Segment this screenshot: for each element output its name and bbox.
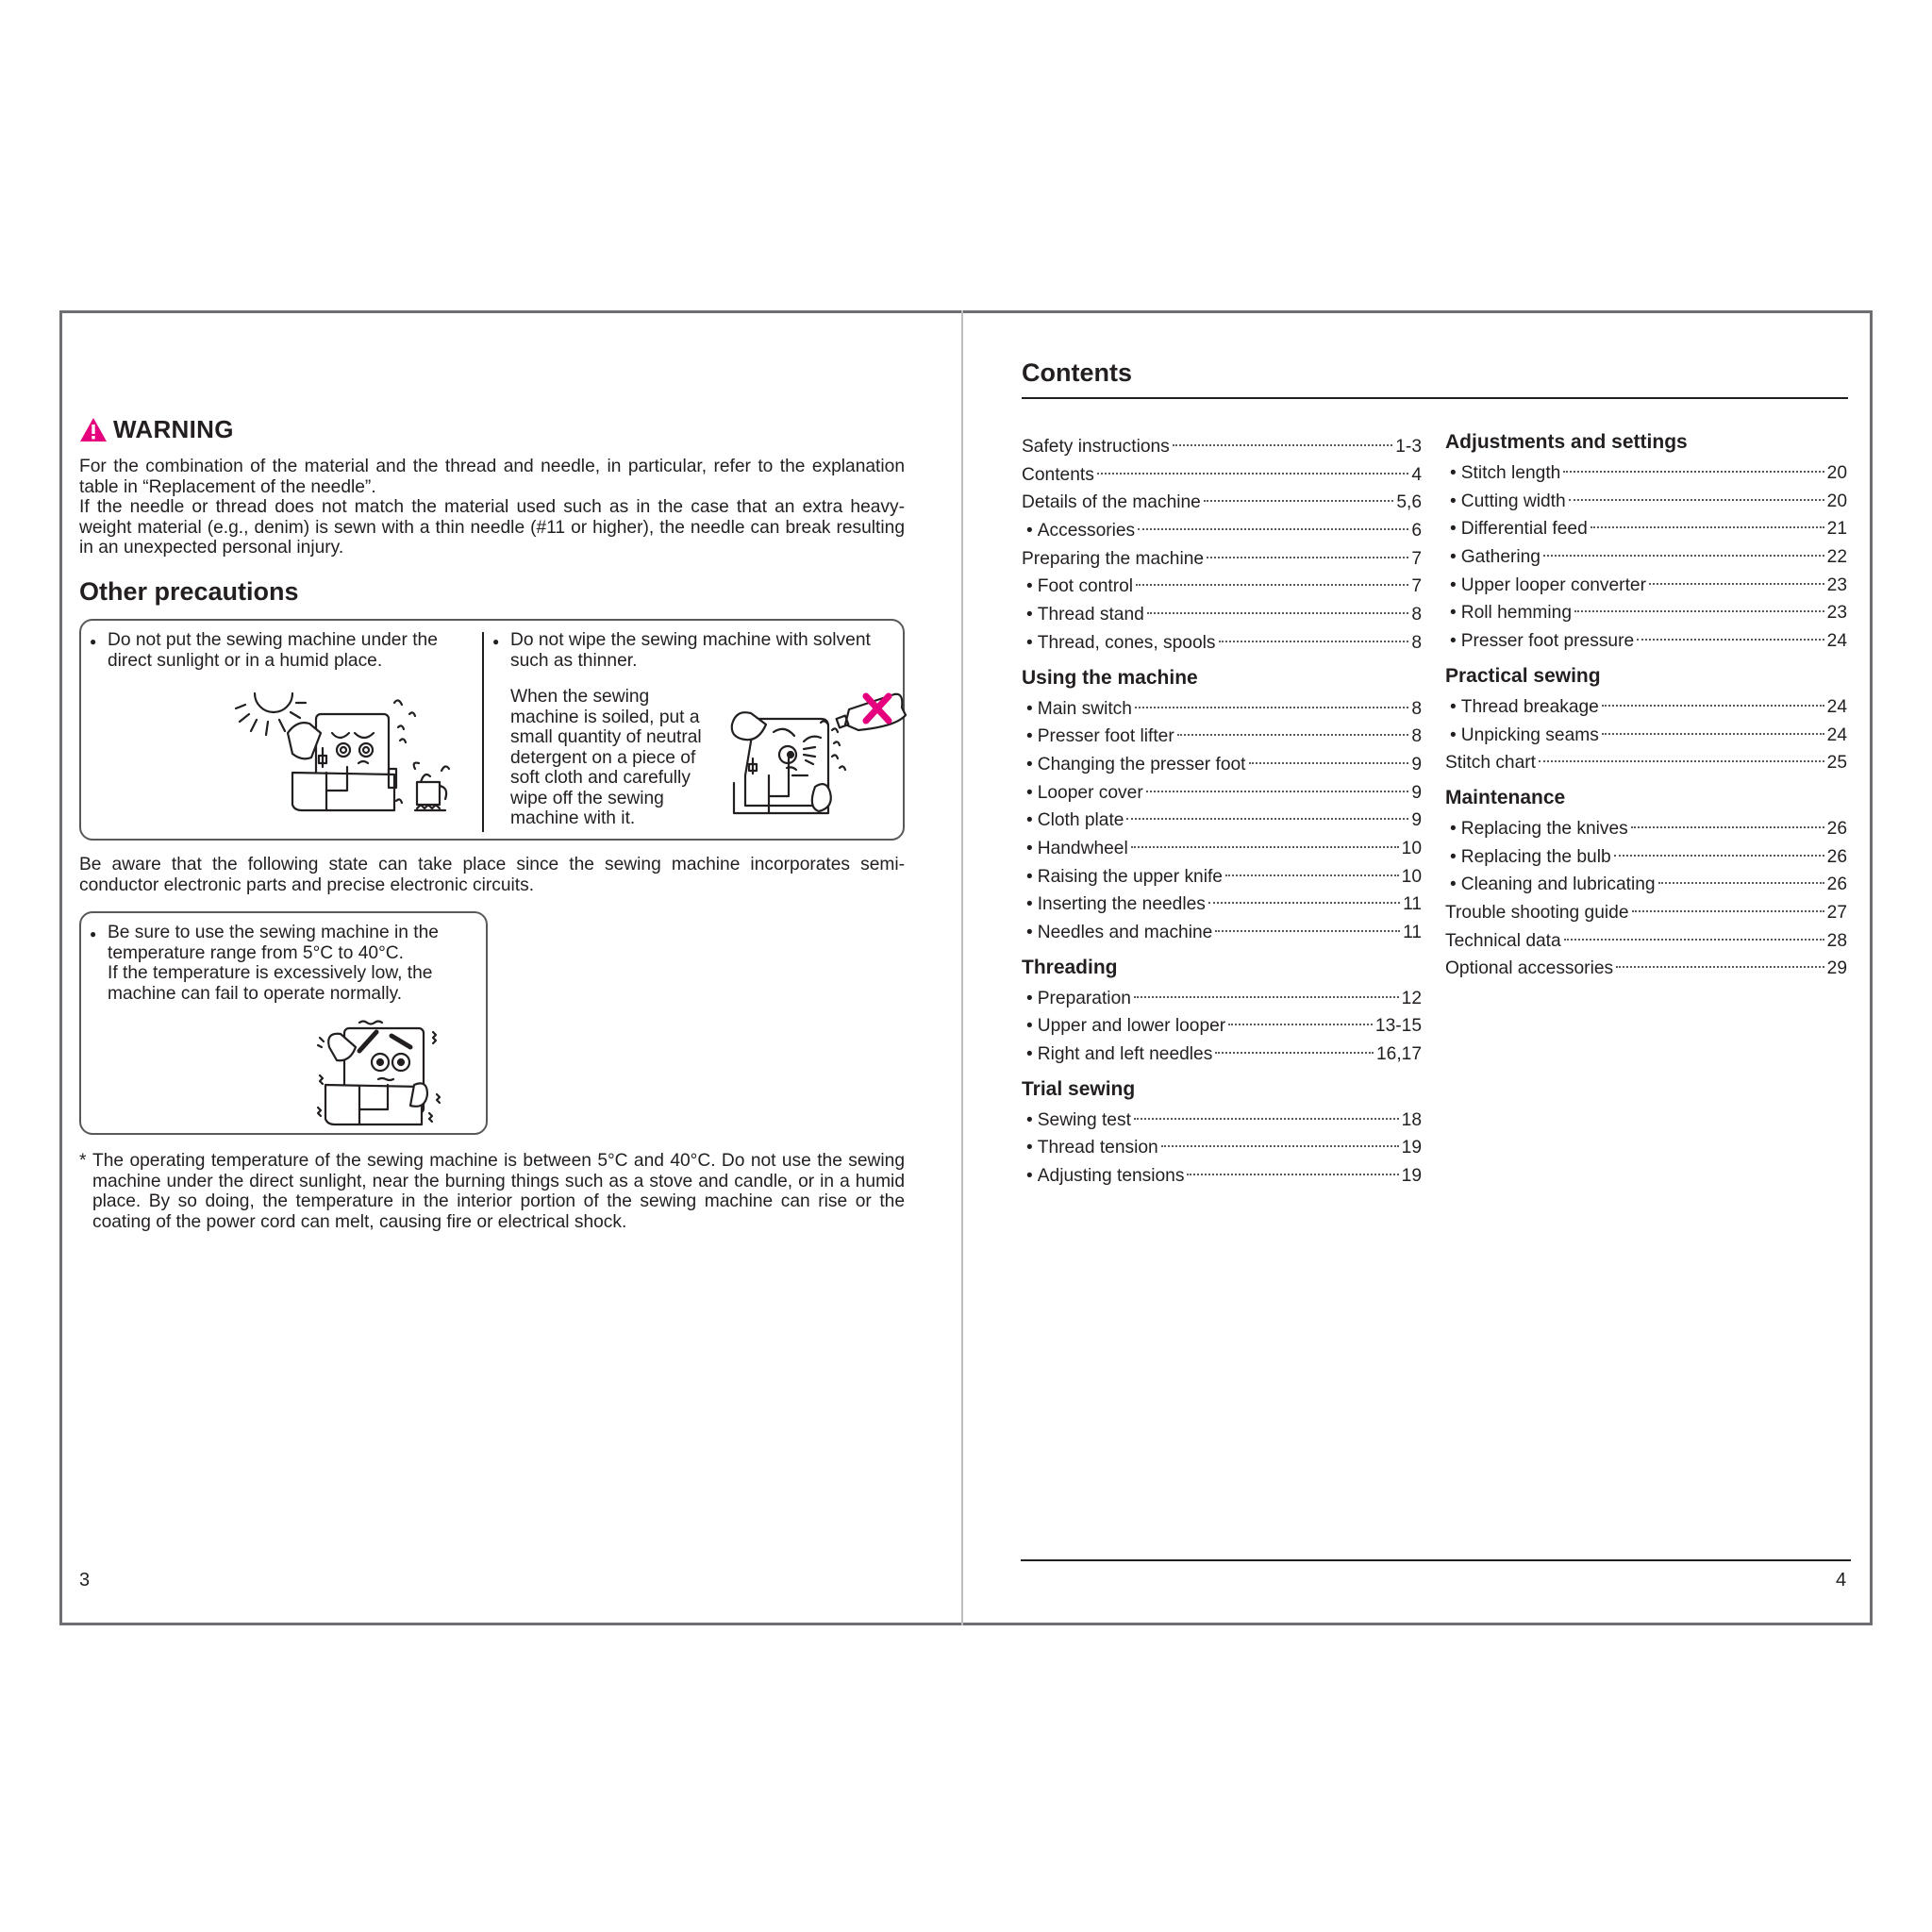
footer-rule: [1021, 1559, 1851, 1561]
sunlight-machine-illustration: [236, 684, 472, 821]
toc-bullet: •: [1450, 818, 1457, 839]
toc-bullet: •: [1026, 838, 1033, 858]
toc-bullet: •: [1026, 698, 1033, 719]
toc-page-number: 19: [1401, 1138, 1422, 1158]
toc-entry[interactable]: [1022, 1134, 1422, 1162]
box-divider: [482, 632, 484, 832]
toc-dot-leader: [1135, 707, 1408, 708]
toc-dot-leader: [1564, 939, 1824, 941]
bullet-solvent-text: Do not wipe the sewing machine with solvent such as thinner.: [510, 630, 871, 671]
bullet-dot: ●: [492, 635, 500, 648]
toc-entry-label: Cleaning and lubricating: [1460, 874, 1656, 895]
toc-entry-label: Presser foot lifter: [1037, 726, 1174, 747]
toc-page-number: 4: [1411, 464, 1422, 485]
toc-dot-leader: [1208, 902, 1400, 904]
toc-entry[interactable]: [1445, 815, 1847, 843]
toc-bullet: •: [1450, 463, 1457, 483]
toc-entry-label: Adjusting tensions: [1037, 1166, 1185, 1187]
toc-dot-leader: [1591, 526, 1824, 528]
toc-entry[interactable]: [1022, 1162, 1422, 1191]
toc-entry[interactable]: [1022, 433, 1422, 461]
toc-page-number: 26: [1826, 818, 1847, 839]
toc-bullet: •: [1026, 923, 1033, 942]
toc-bullet: •: [1026, 754, 1033, 774]
toc-entry-label: Safety instructions: [1022, 437, 1170, 457]
toc-page-number: 8: [1411, 698, 1422, 719]
toc-entry[interactable]: [1022, 573, 1422, 601]
toc-section-heading: Practical sewing: [1445, 664, 1601, 687]
toc-entry-label: Contents: [1022, 464, 1094, 485]
toc-entry[interactable]: [1022, 489, 1422, 517]
toc-page-number: 7: [1411, 548, 1422, 569]
toc-bullet: •: [1026, 1138, 1033, 1158]
toc-dot-leader: [1126, 818, 1408, 820]
toc-entry[interactable]: [1445, 599, 1847, 627]
toc-entry[interactable]: [1445, 749, 1847, 777]
toc-entry-label: Unpicking seams: [1460, 724, 1599, 745]
other-precautions-heading: Other precautions: [79, 577, 299, 606]
toc-bullet: •: [1026, 726, 1033, 747]
toc-dot-leader: [1146, 791, 1409, 792]
toc-page-number: 22: [1826, 547, 1847, 568]
toc-dot-leader: [1173, 444, 1392, 446]
toc-page-number: 13-15: [1374, 1016, 1422, 1037]
toc-dot-leader: [1097, 473, 1409, 475]
bullet-temperature-text: Be sure to use the sewing machine in the temperature range from 5°C to 40°C.: [108, 923, 439, 963]
page-gutter: [961, 310, 963, 1625]
toc-entry-label: Differential feed: [1460, 519, 1588, 540]
toc-entry[interactable]: [1022, 695, 1422, 724]
warning-text-line1: For the combination of the material and the thread and needle, in particular, refer to the explanation table in “Replacement of the needle”.: [79, 457, 905, 497]
toc-entry-label: Main switch: [1037, 698, 1132, 719]
bullet-dot: ●: [90, 635, 97, 648]
toc-entry-label: Presser foot pressure: [1460, 631, 1635, 652]
bullet-temperature: [90, 923, 475, 1004]
toc-dot-leader: [1539, 760, 1824, 762]
toc-entry-label: Needles and machine: [1037, 923, 1213, 942]
toc-entry-label: Optional accessories: [1445, 958, 1614, 979]
warning-triangle-icon: [79, 417, 108, 442]
toc-dot-leader: [1147, 612, 1409, 614]
toc-entry-label: Looper cover: [1037, 782, 1143, 803]
toc-page-number: 23: [1826, 603, 1847, 624]
toc-entry-label: Preparing the machine: [1022, 548, 1205, 569]
toc-page-number: 11: [1403, 923, 1422, 942]
toc-entry[interactable]: [1445, 871, 1847, 899]
warning-text-line2: If the needle or thread does not match the material used such as in the case that an extra heavy-weight material (e.g., denim) is sewn with a thin needle (#11 or higher), the needle can break resulting in an unexpected personal injury.: [79, 497, 905, 558]
toc-entry-label: Roll hemming: [1460, 603, 1573, 624]
toc-page-number: 20: [1826, 463, 1847, 483]
toc-dot-leader: [1632, 910, 1824, 912]
toc-bullet: •: [1026, 1016, 1033, 1037]
toc-dot-leader: [1563, 471, 1824, 473]
toc-entry[interactable]: [1022, 545, 1422, 574]
page-number-right: 4: [1836, 1570, 1847, 1591]
toc-entry[interactable]: [1022, 863, 1422, 891]
contents-title-rule: [1022, 397, 1848, 399]
toc-column-right: [1445, 433, 1847, 983]
toc-bullet: •: [1450, 724, 1457, 745]
toc-entry-label: Upper and lower looper: [1037, 1016, 1226, 1037]
toc-entry[interactable]: [1022, 807, 1422, 835]
operating-temperature-note: [79, 1151, 905, 1232]
toc-dot-leader: [1134, 996, 1399, 998]
toc-bullet: •: [1026, 1109, 1033, 1130]
toc-entry-label: Cutting width: [1460, 491, 1566, 511]
toc-entry[interactable]: [1022, 779, 1422, 808]
toc-bullet: •: [1026, 521, 1033, 541]
toc-dot-leader: [1602, 733, 1824, 735]
toc-page-number: 23: [1826, 575, 1847, 595]
toc-entry[interactable]: [1445, 722, 1847, 750]
toc-page-number: 29: [1826, 958, 1847, 979]
toc-page-number: 25: [1826, 753, 1847, 774]
toc-entry-label: Foot control: [1037, 576, 1134, 597]
toc-dot-leader: [1177, 734, 1409, 736]
toc-entry[interactable]: [1022, 985, 1422, 1013]
toc-dot-leader: [1637, 639, 1824, 641]
toc-entry-label: Thread stand: [1037, 605, 1144, 625]
toc-entry[interactable]: [1445, 843, 1847, 872]
toc-page-number: 27: [1826, 902, 1847, 923]
toc-entry-label: Raising the upper knife: [1037, 866, 1223, 887]
toc-page-number: 26: [1826, 846, 1847, 867]
toc-dot-leader: [1219, 641, 1409, 642]
page-number-left: 3: [79, 1570, 91, 1591]
toc-entry-label: Inserting the needles: [1037, 894, 1206, 915]
toc-bullet: •: [1026, 605, 1033, 625]
toc-entry-label: Thread breakage: [1460, 696, 1599, 717]
toc-page-number: 24: [1826, 724, 1847, 745]
toc-page-number: 7: [1411, 576, 1422, 597]
toc-page-number: 12: [1401, 988, 1422, 1008]
toc-entry-label: Technical data: [1445, 930, 1561, 951]
toc-entry-label: Gathering: [1460, 547, 1541, 568]
toc-dot-leader: [1225, 874, 1399, 876]
toc-bullet: •: [1026, 632, 1033, 653]
toc-bullet: •: [1026, 894, 1033, 915]
toc-entry[interactable]: [1022, 835, 1422, 863]
toc-page-number: 19: [1401, 1166, 1422, 1187]
toc-dot-leader: [1631, 826, 1824, 828]
toc-entry-label: Stitch length: [1460, 463, 1561, 483]
toc-page-number: 24: [1826, 631, 1847, 652]
toc-entry-label: Thread, cones, spools: [1037, 632, 1216, 653]
toc-entry[interactable]: [1022, 517, 1422, 545]
toc-bullet: •: [1026, 782, 1033, 803]
toc-dot-leader: [1138, 528, 1408, 530]
bullet-sunlight-text: Do not put the sewing machine under the direct sunlight or in a humid place.: [108, 630, 438, 671]
toc-entry[interactable]: [1022, 891, 1422, 919]
toc-entry-label: Thread tension: [1037, 1138, 1158, 1158]
toc-dot-leader: [1134, 1118, 1399, 1120]
toc-page-number: 8: [1411, 726, 1422, 747]
toc-bullet: •: [1026, 1166, 1033, 1187]
toc-entry[interactable]: [1445, 693, 1847, 722]
toc-entry[interactable]: [1022, 1041, 1422, 1069]
toc-entry[interactable]: [1445, 572, 1847, 600]
warning-heading: [79, 415, 234, 444]
toc-entry[interactable]: [1022, 1012, 1422, 1041]
toc-dot-leader: [1543, 555, 1824, 557]
toc-entry-label: Sewing test: [1037, 1109, 1131, 1130]
toc-section-heading: Threading: [1022, 956, 1118, 978]
warning-text: [79, 457, 905, 558]
toc-bullet: •: [1450, 696, 1457, 717]
toc-bullet: •: [1450, 874, 1457, 895]
toc-bullet: •: [1026, 810, 1033, 831]
toc-entry[interactable]: [1022, 601, 1422, 629]
toc-page-number: 20: [1826, 491, 1847, 511]
toc-page-number: 8: [1411, 632, 1422, 653]
toc-dot-leader: [1187, 1174, 1398, 1175]
bullet-dot: ●: [90, 927, 97, 941]
toc-page-number: 5,6: [1396, 492, 1422, 513]
toc-bullet: •: [1026, 866, 1033, 887]
toc-dot-leader: [1228, 1024, 1373, 1025]
toc-entry-label: Changing the presser foot: [1037, 754, 1246, 774]
toc-dot-leader: [1204, 500, 1393, 502]
toc-dot-leader: [1649, 583, 1824, 585]
toc-dot-leader: [1614, 855, 1824, 857]
toc-dot-leader: [1249, 762, 1409, 764]
toc-entry-label: Preparation: [1037, 988, 1131, 1008]
toc-entry-label: Accessories: [1037, 521, 1136, 541]
toc-dot-leader: [1136, 584, 1408, 586]
solvent-detail: [510, 687, 723, 829]
semiconductor-notice: Be aware that the following state can take place since the sewing machine incorporates semi-conductor electronic parts and precise electronic circuits.: [79, 855, 905, 895]
toc-entry[interactable]: [1445, 515, 1847, 543]
toc-bullet: •: [1450, 631, 1457, 652]
toc-entry-label: Upper looper converter: [1460, 575, 1646, 595]
toc-bullet: •: [1450, 603, 1457, 624]
toc-page-number: 6: [1411, 521, 1422, 541]
toc-page-number: 9: [1411, 810, 1422, 831]
bullet-solvent: [492, 630, 888, 671]
toc-entry[interactable]: [1022, 1107, 1422, 1135]
toc-section-heading: Maintenance: [1445, 786, 1566, 808]
toc-page-number: 11: [1403, 894, 1422, 915]
toc-entry-label: Trouble shooting guide: [1445, 902, 1629, 923]
toc-entry[interactable]: [1022, 723, 1422, 751]
toc-entry[interactable]: [1445, 543, 1847, 572]
cold-machine-illustration: [316, 1019, 448, 1127]
toc-dot-leader: [1602, 705, 1824, 707]
toc-page-number: 8: [1411, 605, 1422, 625]
toc-bullet: •: [1450, 575, 1457, 595]
toc-bullet: •: [1026, 1044, 1033, 1065]
toc-section-heading: Trial sewing: [1022, 1077, 1136, 1100]
toc-page-number: 16,17: [1375, 1044, 1422, 1065]
toc-entry-label: Handwheel: [1037, 838, 1128, 858]
toc-page-number: 24: [1826, 696, 1847, 717]
toc-column-left: [1022, 433, 1422, 1191]
solvent-detail-text: When the sewing machine is soiled, put a small quantity of neutral detergent on a piece of soft cloth and carefully wipe off the sewing machine with it.: [510, 687, 702, 828]
toc-entry-label: Stitch chart: [1445, 753, 1536, 774]
toc-entry-label: Right and left needles: [1037, 1044, 1213, 1065]
toc-entry[interactable]: [1022, 751, 1422, 779]
toc-dot-leader: [1658, 882, 1824, 884]
bullet-sunlight: [90, 630, 466, 671]
toc-dot-leader: [1616, 966, 1824, 968]
toc-page-number: 10: [1401, 838, 1422, 858]
note-text: The operating temperature of the sewing machine is between 5°C and 40°C. Do not use the sewing machine under the direct sunlight, near the burning things such as a stove and candle, or in a humid place. By so doing, the temperature in the interior portion of the sewing machine can rise or the coating of the power cord can melt, causing fire or electrical shock.: [92, 1151, 905, 1232]
toc-entry[interactable]: [1445, 627, 1847, 656]
toc-dot-leader: [1215, 1052, 1374, 1054]
toc-bullet: •: [1026, 988, 1033, 1008]
toc-dot-leader: [1161, 1145, 1399, 1147]
toc-page-number: 9: [1411, 782, 1422, 803]
toc-page-number: 21: [1826, 519, 1847, 540]
toc-entry[interactable]: [1022, 629, 1422, 658]
toc-section-heading: Using the machine: [1022, 666, 1198, 689]
solvent-machine-illustration: [717, 681, 906, 823]
toc-entry[interactable]: [1022, 919, 1422, 947]
toc-dot-leader: [1215, 930, 1400, 932]
toc-page-number: 1-3: [1395, 437, 1422, 457]
toc-page-number: 18: [1401, 1109, 1422, 1130]
toc-page-number: 9: [1411, 754, 1422, 774]
toc-bullet: •: [1450, 491, 1457, 511]
toc-page-number: 28: [1826, 930, 1847, 951]
toc-section-heading: Adjustments and settings: [1445, 431, 1688, 453]
toc-page-number: 10: [1401, 866, 1422, 887]
warning-title: WARNING: [113, 415, 234, 443]
toc-entry[interactable]: [1445, 488, 1847, 516]
toc-dot-leader: [1569, 499, 1824, 501]
toc-entry[interactable]: [1445, 955, 1847, 983]
toc-bullet: •: [1450, 846, 1457, 867]
toc-entry[interactable]: [1022, 461, 1422, 490]
toc-entry-label: Replacing the bulb: [1460, 846, 1611, 867]
toc-page-number: 26: [1826, 874, 1847, 895]
toc-entry-label: Cloth plate: [1037, 810, 1124, 831]
toc-dot-leader: [1574, 610, 1824, 612]
toc-entry[interactable]: [1445, 899, 1847, 927]
toc-entry-label: Details of the machine: [1022, 492, 1201, 513]
toc-dot-leader: [1207, 557, 1408, 558]
toc-entry[interactable]: [1445, 459, 1847, 488]
footnote-marker: *: [79, 1151, 87, 1171]
toc-bullet: •: [1450, 519, 1457, 540]
contents-title: Contents: [1022, 358, 1132, 387]
toc-bullet: •: [1026, 576, 1033, 597]
toc-entry-label: Replacing the knives: [1460, 818, 1628, 839]
toc-entry[interactable]: [1445, 927, 1847, 956]
bullet-temperature-cont: If the temperature is excessively low, the machine can fail to operate normally.: [108, 963, 433, 1004]
toc-bullet: •: [1450, 547, 1457, 568]
toc-dot-leader: [1131, 846, 1399, 848]
